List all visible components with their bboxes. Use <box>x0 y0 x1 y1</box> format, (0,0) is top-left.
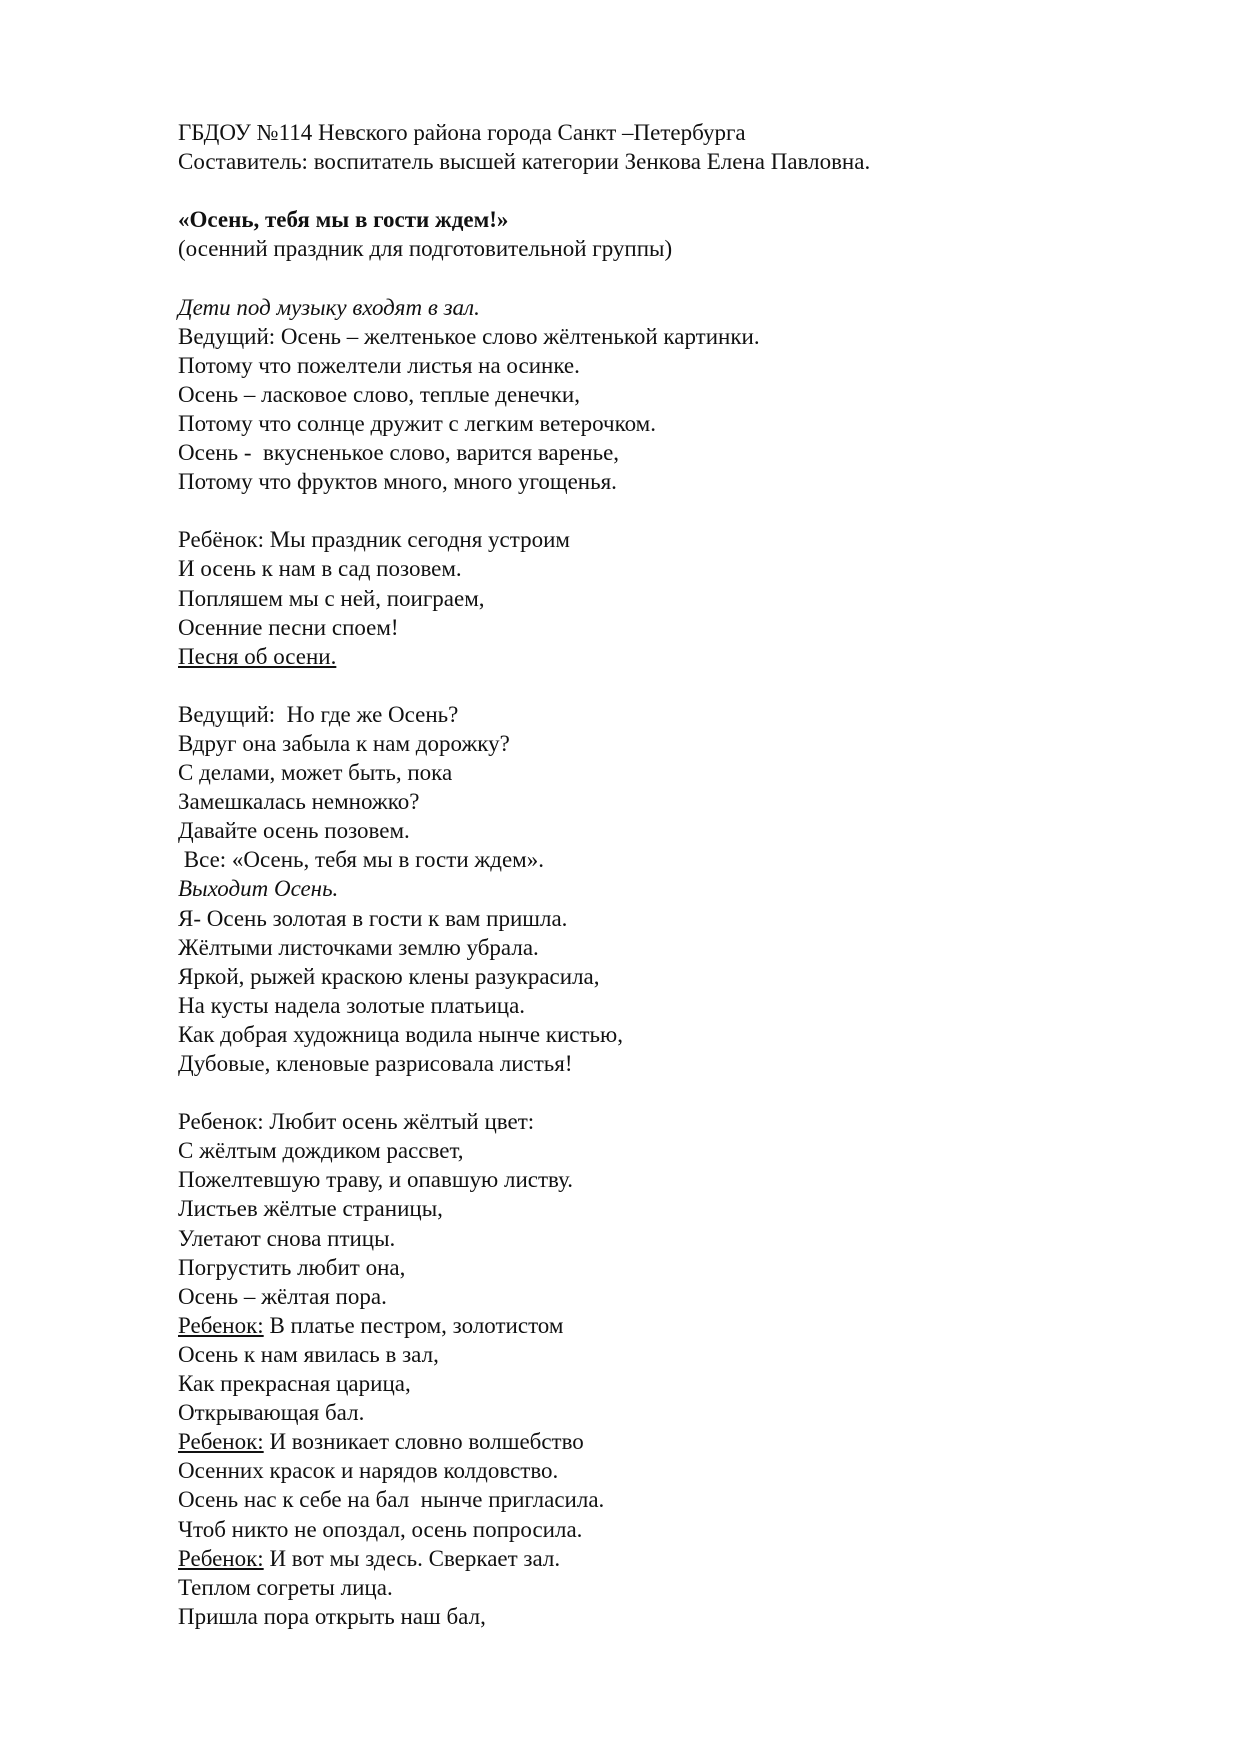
verse-line: Замешкалась немножко? <box>178 789 420 815</box>
verse-line: Открывающая бал. <box>178 1400 365 1426</box>
verse-line: Пожелтевшую траву, и опавшую листву. <box>178 1167 574 1193</box>
verse-line: Как прекрасная царица, <box>178 1371 411 1397</box>
stage-direction: Дети под музыку входят в зал. <box>178 294 480 320</box>
verse-line: Осень к нам явилась в зал, <box>178 1341 439 1367</box>
verse-line: Теплом согреты лица. <box>178 1574 393 1600</box>
verse-line: Попляшем мы с ней, поиграем, <box>178 585 485 611</box>
speaker-label: Ребенок: <box>178 1429 264 1455</box>
verse-line: Потому что солнце дружит с легким ветерочком. <box>178 410 656 436</box>
document-title: «Осень, тебя мы в гости ждем!» <box>178 207 509 233</box>
verse-line: Осень - вкусненькое слово, варится варенье, <box>178 440 620 466</box>
verse-line: С жёлтым дождиком рассвет, <box>178 1138 464 1164</box>
verse-line: Ребенок: Любит осень жёлтый цвет: <box>178 1109 535 1135</box>
author-line: Составитель: воспитатель высшей категории Зенкова Елена Павловна. <box>178 149 871 175</box>
verse-text: И возникает словно волшебство <box>263 1429 584 1455</box>
verse-line: Жёлтыми листочками землю убрала. <box>178 934 539 960</box>
blank-line <box>178 263 1178 292</box>
document-subtitle: (осенний праздник для подготовительной группы) <box>178 236 673 262</box>
verse-line: Ведущий: Но где же Осень? <box>178 701 459 727</box>
stage-direction: Выходит Осень. <box>178 876 339 902</box>
verse-line: Все: «Осень, тебя мы в гости ждем». <box>178 847 544 873</box>
verse-line: Вдруг она забыла к нам дорожку? <box>178 730 510 756</box>
blank-line <box>178 176 1178 205</box>
blank-line <box>178 1078 1178 1107</box>
verse-line: Пришла пора открыть наш бал, <box>178 1603 486 1629</box>
speaker-label: Ребенок: <box>178 1545 264 1571</box>
verse-line <box>178 1311 1178 1340</box>
verse-line: С делами, может быть, пока <box>178 760 453 786</box>
verse-text: В платье пестром, золотистом <box>263 1312 564 1338</box>
verse-line: Погрустить любит она, <box>178 1254 406 1280</box>
verse-line <box>178 1544 1178 1573</box>
verse-line: Осенние песни споем! <box>178 614 399 640</box>
verse-line: Потому что фруктов много, много угощенья. <box>178 469 617 495</box>
verse-line: Чтоб никто не опоздал, осень попросила. <box>178 1516 583 1542</box>
verse-line: Потому что пожелтели листья на осинке. <box>178 352 580 378</box>
verse-line: Осень – ласковое слово, теплые денечки, <box>178 381 580 407</box>
verse-line <box>178 1427 1178 1456</box>
verse-line: Яркой, рыжей краскою клены разукрасила, <box>178 963 600 989</box>
document-text <box>178 118 1178 1631</box>
verse-line: Давайте осень позовем. <box>178 818 410 844</box>
verse-line: И осень к нам в сад позовем. <box>178 556 462 582</box>
verse-line: Листьев жёлтые страницы, <box>178 1196 443 1222</box>
verse-line: Дубовые, кленовые разрисовала листья! <box>178 1051 573 1076</box>
verse-line: Ребёнок: Мы праздник сегодня устроим <box>178 527 570 553</box>
verse-line: На кусты надела золотые платьица. <box>178 992 526 1018</box>
verse-line: Ведущий: Осень – желтенькое слово жёлтенькой картинки. <box>178 323 760 349</box>
blank-line <box>178 496 1178 525</box>
song-title: Песня об осени. <box>178 643 337 669</box>
verse-line: Как добрая художница водила нынче кистью, <box>178 1021 623 1047</box>
speaker-label: Ребенок: <box>178 1312 264 1338</box>
verse-line: Осень – жёлтая пора. <box>178 1283 387 1309</box>
verse-line: Осенних красок и нарядов колдовство. <box>178 1458 559 1484</box>
blank-line <box>178 671 1178 700</box>
verse-line: Улетают снова птицы. <box>178 1225 396 1251</box>
verse-line: Я- Осень золотая в гости к вам пришла. <box>178 905 568 931</box>
verse-text: И вот мы здесь. Сверкает зал. <box>263 1545 561 1571</box>
institution-line: ГБДОУ №114 Невского района города Санкт –Петербурга <box>178 120 746 145</box>
verse-line: Осень нас к себе на бал нынче пригласила. <box>178 1487 605 1513</box>
